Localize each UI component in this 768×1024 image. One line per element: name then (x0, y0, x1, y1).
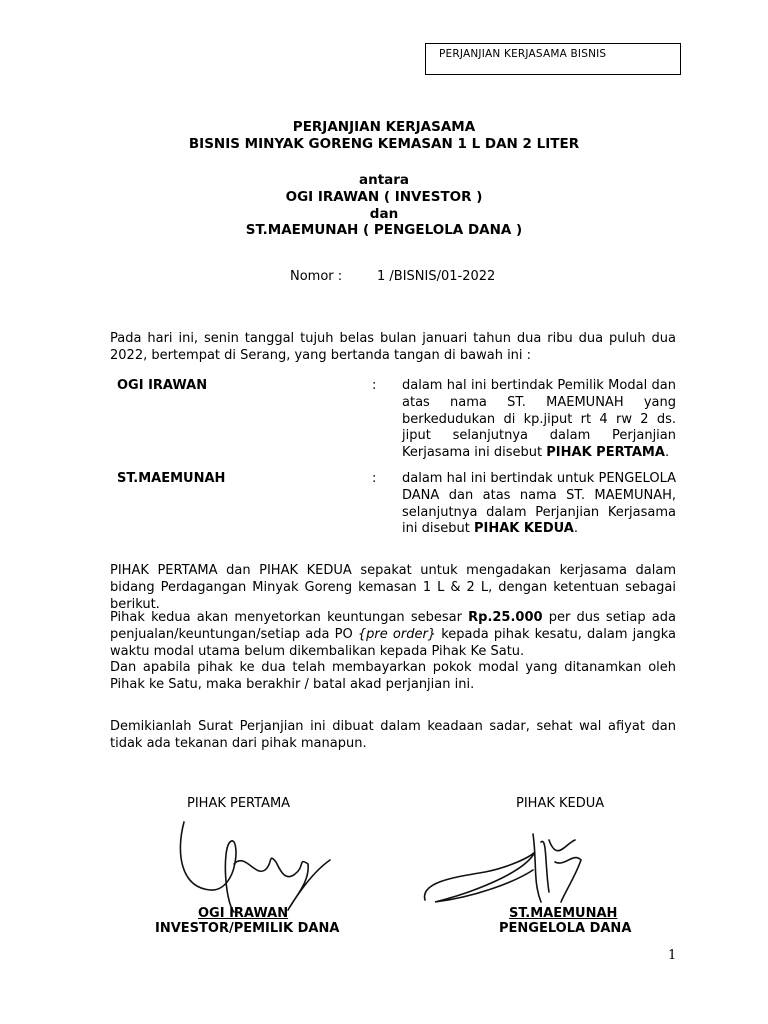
title-line-1: PERJANJIAN KERJASAMA (292, 119, 476, 135)
terms-text-1: Pihak kedua akan menyetorkan keuntungan sebesar (110, 610, 469, 625)
page-number: 1 (668, 948, 677, 963)
agreement-paragraph: PIHAK PERTAMA dan PIHAK KEDUA sepakat untuk mengadakan kerjasama dalam bidang Perdagangan Minyak Goreng kemasan 1 L & 2 L, dengan ketentuan sebagai berikut. (110, 563, 676, 612)
party-2-colon: : (372, 471, 377, 486)
second-party-signatory-name: ST.MAEMUNAH (509, 906, 618, 921)
party-2-name: ST.MAEMUNAH (117, 471, 226, 486)
closing-paragraph: Demikianlah Surat Perjanjian ini dibuat dalam keadaan sadar, sehat wal afiyat dan tidak ada tekanan dari pihak manapun. (110, 719, 676, 751)
nomor-value: 1 /BISNIS/01-2022 (377, 269, 496, 284)
title-line-2: BISNIS MINYAK GORENG KEMASAN 1 L DAN 2 LITER (188, 136, 580, 152)
terms-paragraph (110, 610, 676, 694)
terms-text-4: Dan apabila pihak ke dua telah membayarkan pokok modal yang ditanamkan oleh Pihak ke Satu, maka berakhir / batal akad perjanjian ini. (110, 660, 676, 693)
party-1-description (402, 378, 676, 462)
party-2-description (402, 471, 676, 538)
party-2-role: PIHAK KEDUA (473, 521, 574, 537)
terms-text-3: kepada pihak kesatu, dalam jangka waktu modal utama belum dikembalikan kepada Pihak Ke Satu. (110, 626, 676, 659)
intro-paragraph: Pada hari ini, senin tanggal tujuh belas bulan januari tahun dua ribu dua puluh dua 2022, bertempat di Serang, yang bertanda tangan di bawah ini : (110, 331, 676, 363)
party-1-desc-text: dalam hal ini bertindak Pemilik Modal dan atas nama ST. MAEMUNAH yang berkedudukan di kp.jiput rt 4 rw 2 ds. jiput selanjutnya dalam Perjanjian Kerjasama ini disebut (402, 378, 676, 461)
terms-pre-order: {pre order} (357, 626, 437, 642)
party-1-name: OGI IRAWAN (117, 378, 208, 393)
terms-text-2: per dus setiap ada penjualan/keuntungan/setiap ada PO (110, 610, 676, 642)
first-party-signatory-role: INVESTOR/PEMILIK DANA (155, 921, 340, 936)
second-party-signatory-role: PENGELOLA DANA (499, 921, 632, 936)
nomor-label: Nomor : (290, 269, 343, 284)
antara-label: antara (358, 172, 410, 188)
second-party-signature (415, 822, 600, 917)
terms-amount: Rp.25.000 (468, 610, 543, 625)
second-party-title: ST.MAEMUNAH ( PENGELOLA DANA ) (245, 222, 523, 238)
party-2-end: . (573, 521, 578, 537)
second-party-signature-heading: PIHAK KEDUA (516, 796, 605, 811)
party-2-desc-text: dalam hal ini bertindak untuk PENGELOLA DANA dan atas nama ST. MAEMUNAH, selanjutnya dalam Perjanjian Kerjasama ini disebut (402, 471, 676, 537)
party-1-colon: : (372, 378, 377, 393)
first-party-title: OGI IRAWAN ( INVESTOR ) (285, 189, 483, 205)
first-party-signature-heading: PIHAK PERTAMA (187, 796, 291, 811)
party-1-role: PIHAK PERTAMA (546, 445, 665, 461)
party-1-end: . (664, 445, 670, 461)
dan-label: dan (369, 206, 399, 222)
first-party-signatory-name: OGI IRAWAN (198, 906, 289, 921)
document-header-label: PERJANJIAN KERJASAMA BISNIS (425, 43, 681, 75)
